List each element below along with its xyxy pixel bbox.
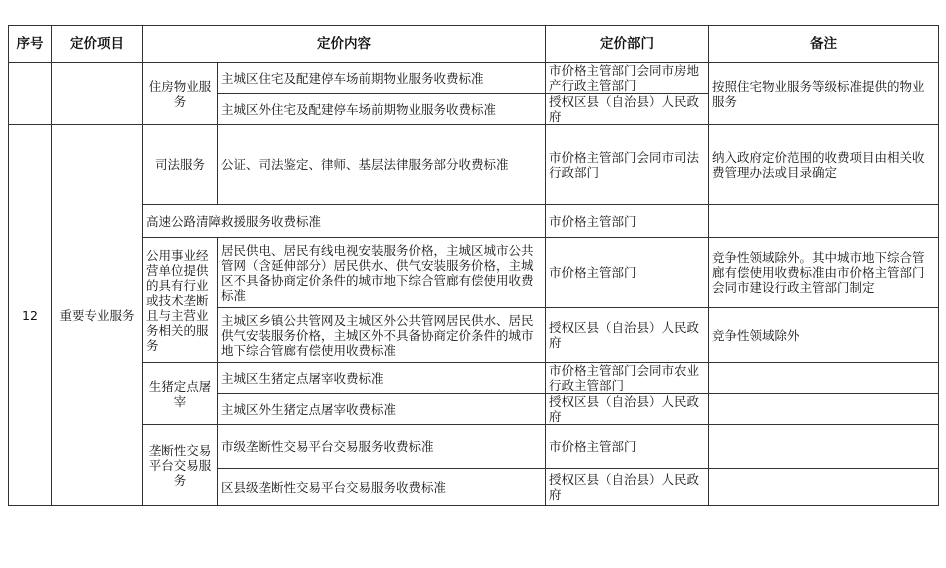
note-cell xyxy=(709,425,939,469)
item-cell: 重要专业服务 xyxy=(52,125,143,506)
dept-cell: 市价格主管部门会同市农业行政主管部门 xyxy=(546,363,709,394)
table-row xyxy=(9,205,939,238)
note-cell xyxy=(709,205,939,238)
header-note: 备注 xyxy=(709,26,939,63)
table-row xyxy=(9,63,939,94)
content-cell: 主城区住宅及配建停车场前期物业服务收费标准 xyxy=(218,63,546,94)
category-monopoly-platform: 垄断性交易平台交易服务 xyxy=(143,425,218,506)
content-cell: 市级垄断性交易平台交易服务收费标准 xyxy=(218,425,546,469)
pricing-table xyxy=(8,25,939,506)
category-housing: 住房物业服务 xyxy=(143,63,218,125)
note-cell: 竞争性领域除外。其中城市地下综合管廊有偿使用收费标准由市价格主管部门会同市建设行政主管部门制定 xyxy=(709,238,939,308)
category-public-utility: 公用事业经营单位提供的具有行业或技术垄断且与主营业务相关的服务 xyxy=(143,238,218,363)
table-row xyxy=(9,363,939,394)
dept-cell: 市价格主管部门会同市司法行政部门 xyxy=(546,125,709,205)
dept-cell: 授权区县（自治县）人民政府 xyxy=(546,94,709,125)
item-cell-empty xyxy=(52,63,143,125)
header-content: 定价内容 xyxy=(143,26,546,63)
table-row xyxy=(9,425,939,469)
content-cell: 主城区生猪定点屠宰收费标准 xyxy=(218,363,546,394)
header-item: 定价项目 xyxy=(52,26,143,63)
seq-cell-empty xyxy=(9,63,52,125)
header-seq: 序号 xyxy=(9,26,52,63)
dept-cell: 市价格主管部门 xyxy=(546,425,709,469)
content-cell: 高速公路清障救援服务收费标准 xyxy=(143,205,546,238)
dept-cell: 授权区县（自治县）人民政府 xyxy=(546,394,709,425)
header-row xyxy=(9,26,939,63)
seq-cell: 12 xyxy=(9,125,52,506)
content-cell: 公证、司法鉴定、律师、基层法律服务部分收费标准 xyxy=(218,125,546,205)
dept-cell: 市价格主管部门会同市房地产行政主管部门 xyxy=(546,63,709,94)
content-cell: 主城区外住宅及配建停车场前期物业服务收费标准 xyxy=(218,94,546,125)
dept-cell: 市价格主管部门 xyxy=(546,205,709,238)
note-cell: 纳入政府定价范围的收费项目由相关收费管理办法或目录确定 xyxy=(709,125,939,205)
category-pig-slaughter: 生猪定点屠宰 xyxy=(143,363,218,425)
content-cell: 居民供电、居民有线电视安装服务价格，主城区城市公共管网（含延伸部分）居民供水、供气安装服务价格，主城区不具备协商定价条件的城市地下综合管廊有偿使用收费标准 xyxy=(218,238,546,308)
note-cell xyxy=(709,363,939,394)
table-row xyxy=(9,125,939,205)
content-cell: 区县级垄断性交易平台交易服务收费标准 xyxy=(218,469,546,506)
note-cell xyxy=(709,469,939,506)
table-row xyxy=(9,238,939,308)
category-judicial: 司法服务 xyxy=(143,125,218,205)
note-cell: 竞争性领域除外 xyxy=(709,308,939,363)
dept-cell: 市价格主管部门 xyxy=(546,238,709,308)
note-cell xyxy=(709,394,939,425)
content-cell: 主城区乡镇公共管网及主城区外公共管网居民供水、居民供气安装服务价格，主城区外不具备协商定价条件的城市地下综合管廊有偿使用收费标准 xyxy=(218,308,546,363)
header-dept: 定价部门 xyxy=(546,26,709,63)
note-cell: 按照住宅物业服务等级标准提供的物业服务 xyxy=(709,63,939,125)
dept-cell: 授权区县（自治县）人民政府 xyxy=(546,308,709,363)
dept-cell: 授权区县（自治县）人民政府 xyxy=(546,469,709,506)
content-cell: 主城区外生猪定点屠宰收费标准 xyxy=(218,394,546,425)
